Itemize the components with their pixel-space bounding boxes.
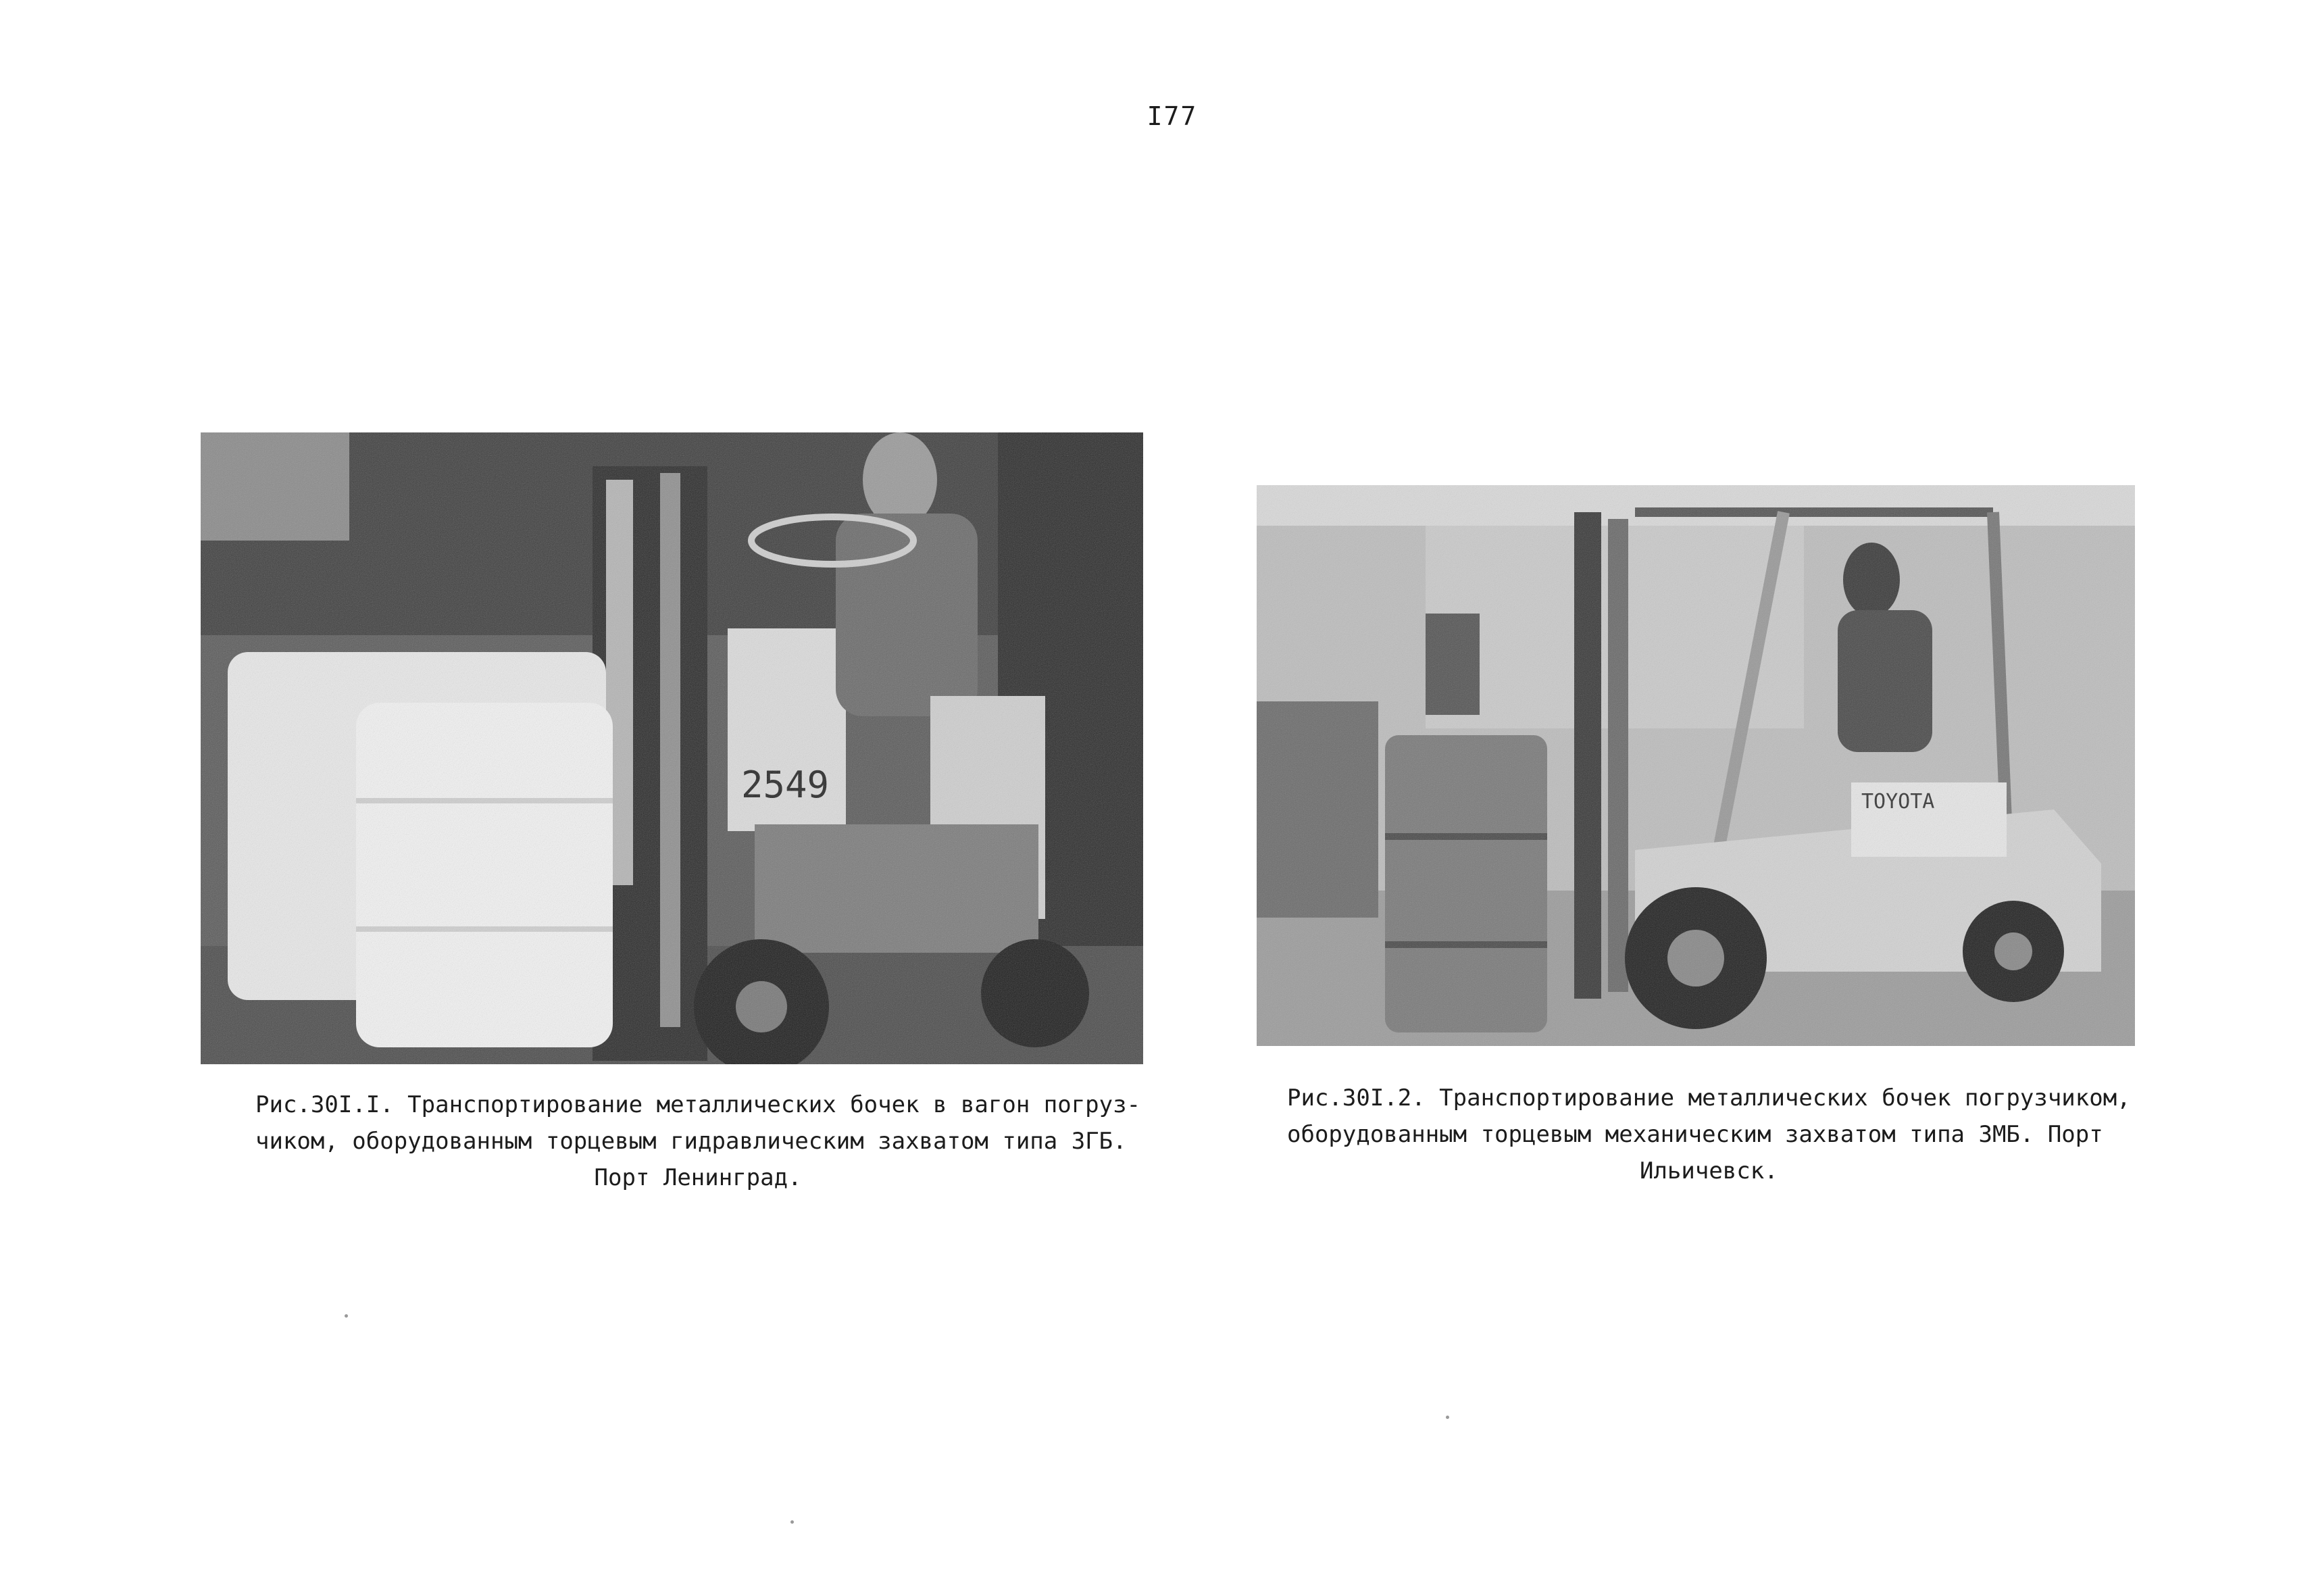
figure-2-caption [1287, 1080, 2131, 1189]
caption-line: Рис.30I.2. Транспортирование металлических бочек погрузчиком, [1287, 1084, 2131, 1112]
figure-1-photo [201, 432, 1143, 1064]
caption-line: Рис.30I.I. Транспортирование металлических бочек в вагон погруз- [255, 1091, 1141, 1118]
caption-line: Порт Ленинград. [594, 1164, 802, 1191]
scan-speck [345, 1314, 348, 1318]
figure-2-photo [1257, 485, 2135, 1046]
caption-line: оборудованным торцевым механическим захватом типа ЗМБ. Порт [1287, 1121, 2103, 1148]
scan-speck [790, 1520, 794, 1524]
caption-line: чиком, оборудованным торцевым гидравлическим захватом типа ЗГБ. [255, 1128, 1127, 1155]
caption-line: Ильичевск. [1639, 1157, 1778, 1184]
page-number: I77 [1147, 101, 1198, 131]
scan-speck [1446, 1416, 1449, 1419]
forklift-photo-leningrad [201, 432, 1143, 1064]
figure-1-caption [255, 1087, 1140, 1196]
forklift-photo-ilyichevsk [1257, 485, 2135, 1046]
